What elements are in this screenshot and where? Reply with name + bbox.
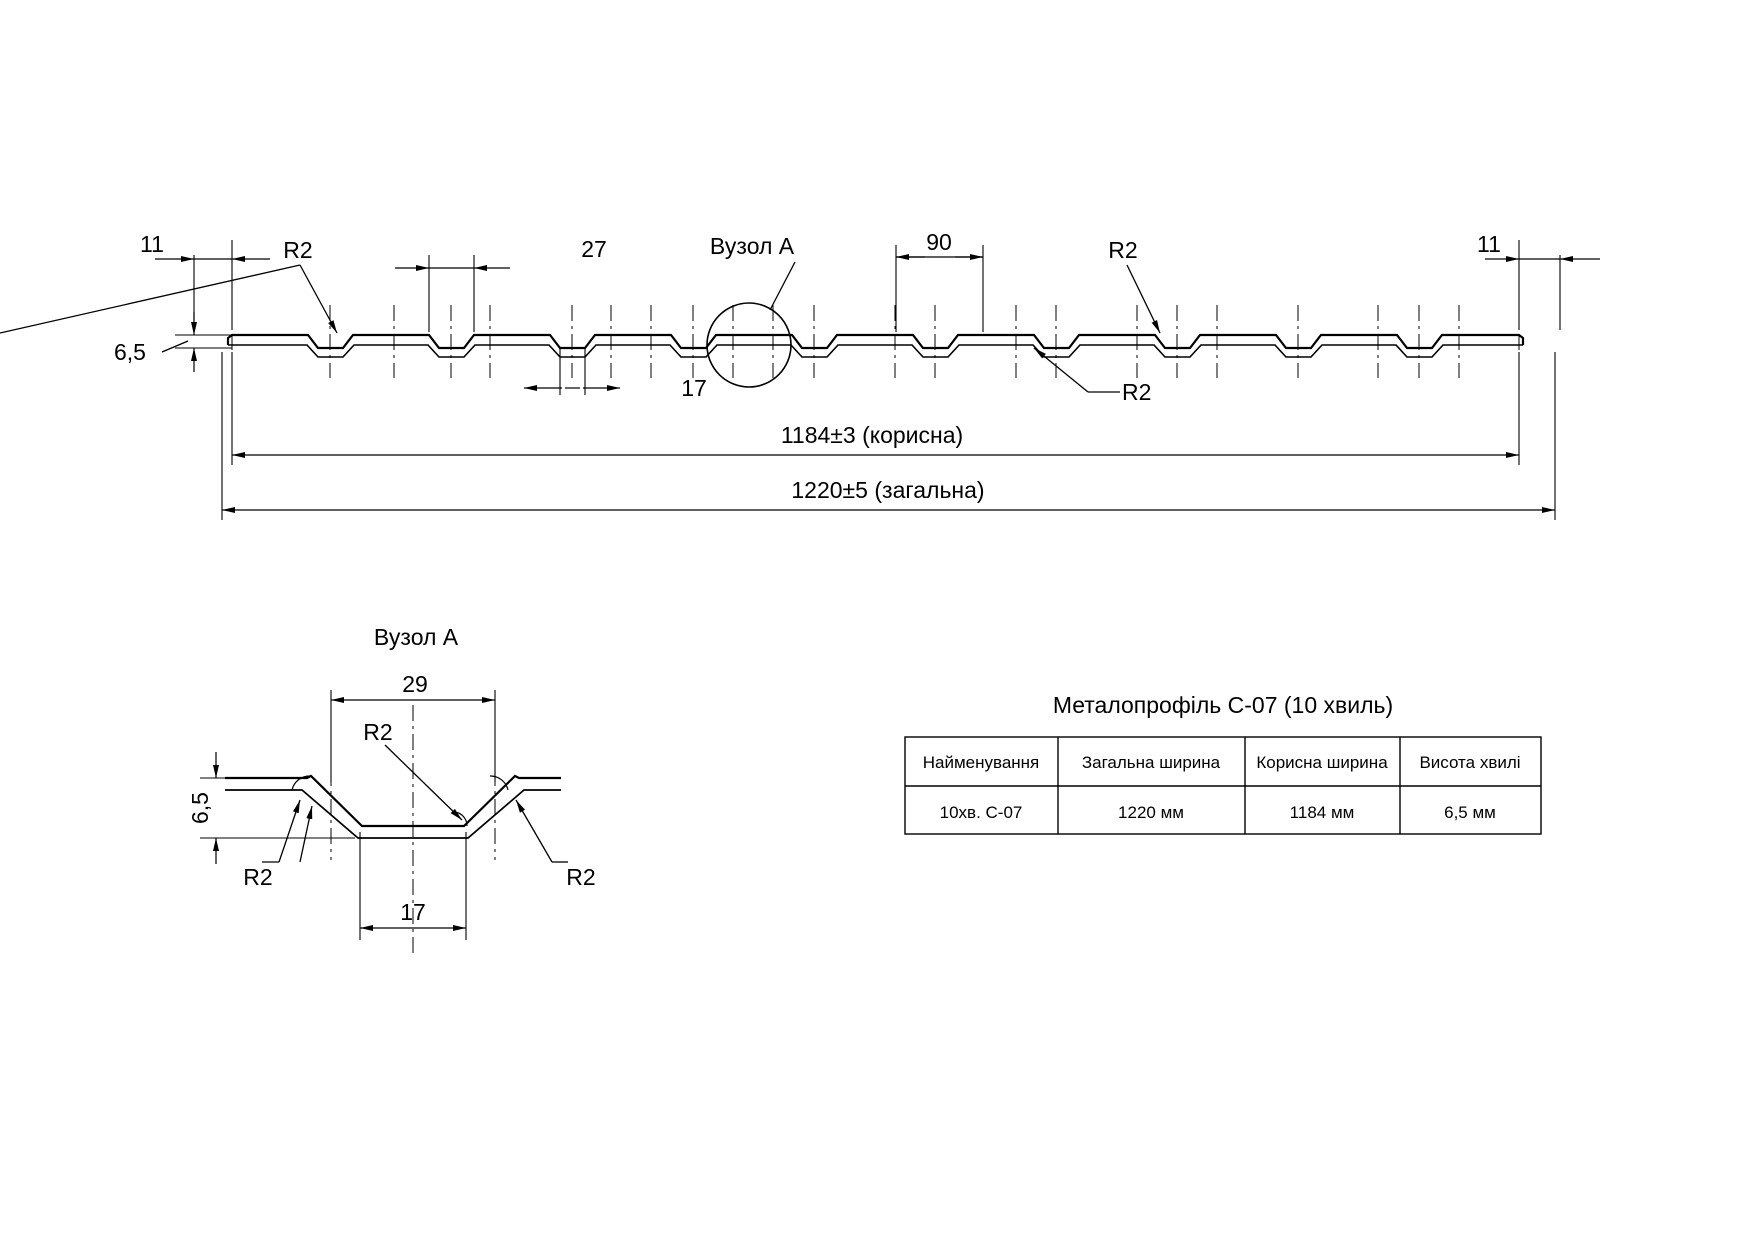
detail-dim-height <box>187 752 355 864</box>
table-header-0: Найменування <box>922 753 1040 772</box>
dim-height <box>114 312 232 372</box>
detail-profile-outline <box>225 776 561 838</box>
spec-table <box>905 692 1541 834</box>
detail-view <box>187 624 596 955</box>
profile-outline <box>228 335 1523 357</box>
table-cell-0-2: 1184 мм <box>1289 803 1355 822</box>
label-radius-bottom: R2 <box>1122 379 1152 405</box>
dim-edge-right <box>1477 231 1600 259</box>
main-profile-view <box>0 229 1600 520</box>
detail-leader-radius-top-left <box>243 776 310 890</box>
detail-label-radius-top-left: R2 <box>243 864 273 890</box>
detail-view-title: Вузол А <box>373 624 459 650</box>
detail-leader-radius-bottom-left <box>300 806 312 862</box>
label-pitch: 90 <box>926 229 952 255</box>
table-row <box>940 803 1496 822</box>
detail-leader-radius-right <box>490 776 596 890</box>
label-edge-right: 11 <box>1477 231 1501 257</box>
label-height: 6,5 <box>114 339 146 365</box>
table-cell-0-0: 10хв. С-07 <box>939 803 1023 822</box>
detail-label-top: 29 <box>402 671 428 697</box>
table-header-1: Загальна ширина <box>1081 753 1221 772</box>
table-cell-0-1: 1220 мм <box>1118 803 1184 822</box>
dim-useful-width <box>232 352 1519 465</box>
label-total-width: 1220±5 (загальна) <box>791 477 985 503</box>
label-useful-width: 1184±3 (корисна) <box>780 422 964 448</box>
label-rib-bottom: 17 <box>681 375 707 401</box>
extension-lines-top <box>194 240 1560 330</box>
table-title: Металопрофіль С-07 (10 хвиль) <box>1052 692 1394 718</box>
table-header-2: Корисна ширина <box>1256 753 1388 772</box>
detail-label-radius-inner: R2 <box>363 719 393 745</box>
detail-label-bottom: 17 <box>400 899 426 925</box>
detail-leader-radius-inner <box>363 719 467 826</box>
label-radius-left: R2 <box>283 237 313 263</box>
table-cell-0-3: 6,5 мм <box>1444 803 1496 822</box>
label-radius-right: R2 <box>1108 237 1138 263</box>
leader-radius-right <box>1108 237 1160 333</box>
table-header-3: Висота хвилі <box>1419 753 1521 772</box>
detail-label-height: 6,5 <box>187 792 213 824</box>
label-detail-callout: Вузол А <box>709 233 795 259</box>
dim-rib-top <box>395 236 607 332</box>
label-rib-top: 27 <box>581 236 607 262</box>
dim-pitch <box>896 229 983 332</box>
leader-radius-left <box>0 237 337 333</box>
rib-center-axes <box>232 305 1519 378</box>
detail-callout <box>707 233 795 387</box>
dim-edge-left <box>140 231 270 259</box>
detail-label-radius-right: R2 <box>566 864 596 890</box>
label-edge-left: 11 <box>140 231 164 257</box>
